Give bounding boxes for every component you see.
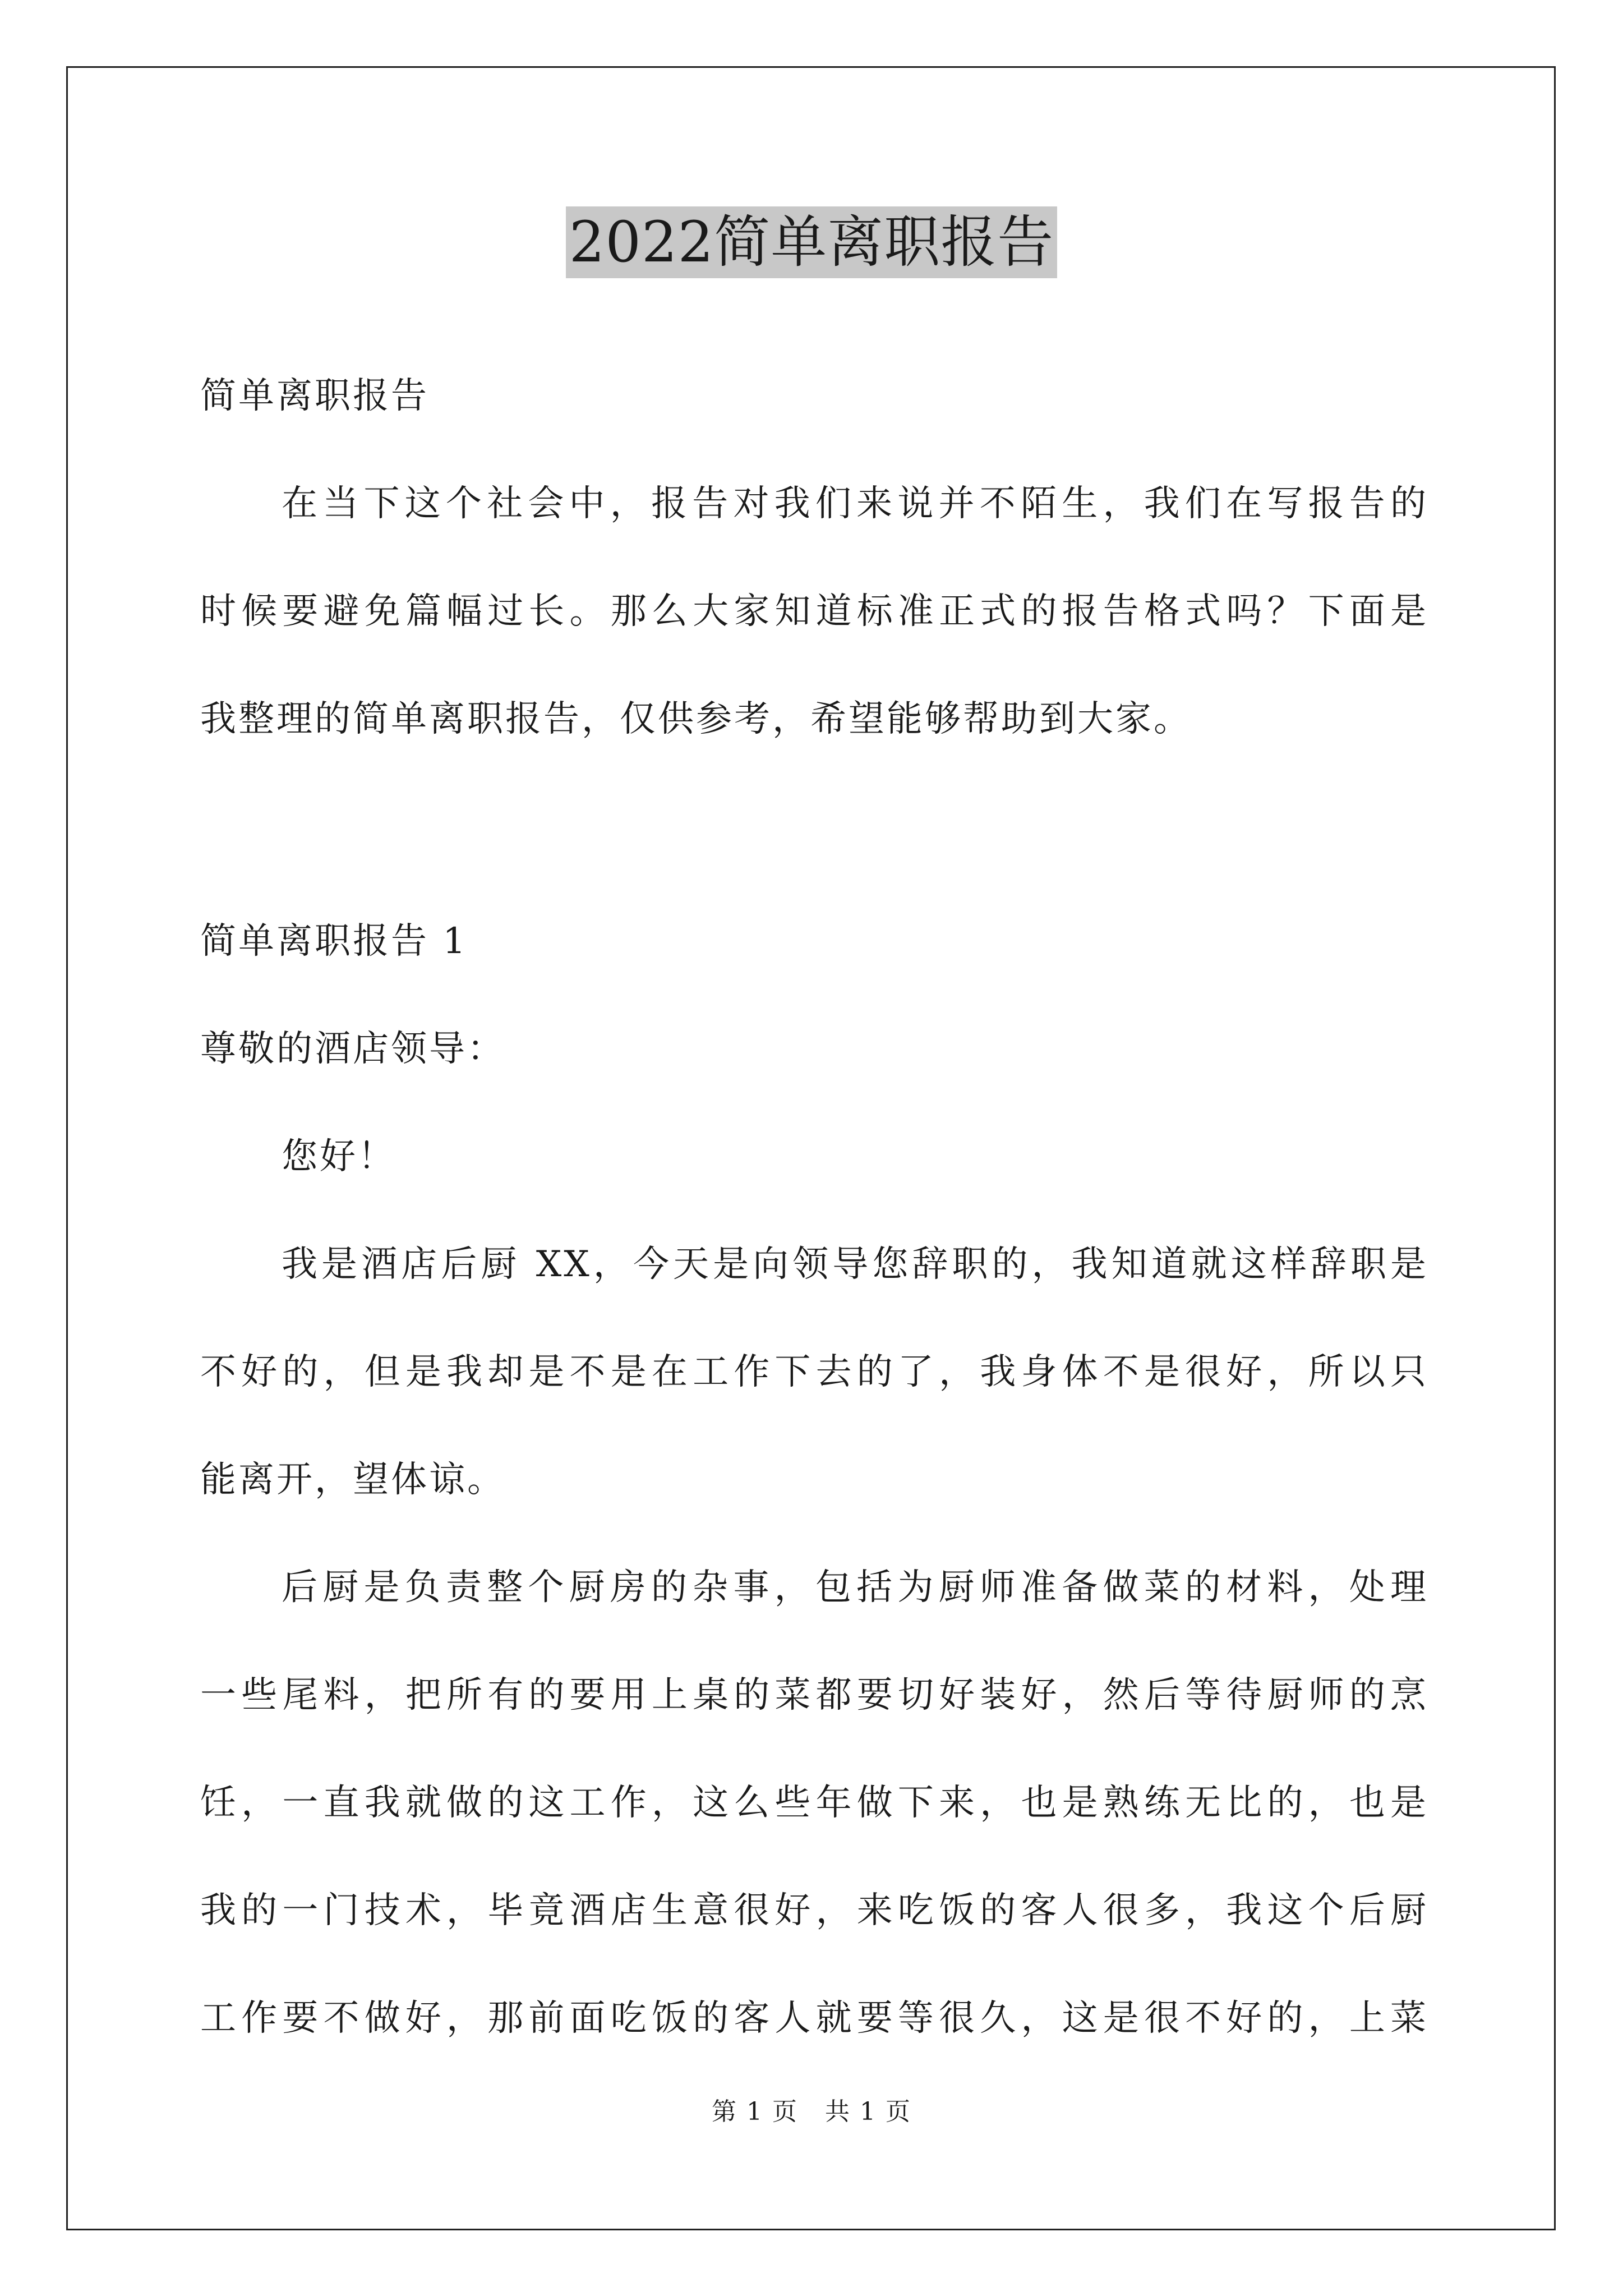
paragraph2-line-4: 我的一门技术，毕竟酒店生意很好，来吃饭的客人很多，我这个后厨 <box>200 1890 1428 1931</box>
document-title: 2022简单离职报告 <box>566 206 1058 278</box>
paragraph1-line-2: 不好的，但是我却是不是在工作下去的了，我身体不是很好，所以只 <box>200 1351 1428 1393</box>
subtitle: 简单离职报告 <box>200 375 429 417</box>
title-area <box>0 206 1623 278</box>
paragraph2-line-1: 后厨是负责整个厨房的杂事，包括为厨师准备做菜的材料，处理 <box>282 1567 1428 1608</box>
intro-line-1: 在当下这个社会中，报告对我们来说并不陌生，我们在写报告的 <box>282 483 1428 524</box>
paragraph2-line-5: 工作要不做好，那前面吃饭的客人就要等很久，这是很不好的，上菜 <box>200 1998 1428 2039</box>
page-number: 第 1 页 <box>712 2097 798 2126</box>
paragraph1-line-3: 能离开，望体谅。 <box>200 1459 505 1501</box>
page-total: 共 1 页 <box>825 2097 911 2126</box>
paragraph1-line-1: 我是酒店后厨 XX，今天是向领导您辞职的，我知道就这样辞职是 <box>282 1244 1428 1285</box>
salutation: 尊敬的酒店领导： <box>200 1028 505 1070</box>
intro-line-2: 时候要避免篇幅过长。那么大家知道标准正式的报告格式吗？下面是 <box>200 591 1428 632</box>
paragraph2-line-2: 一些尾料，把所有的要用上桌的菜都要切好装好，然后等待厨师的烹 <box>200 1674 1428 1716</box>
intro-line-3: 我整理的简单离职报告，仅供参考，希望能够帮助到大家。 <box>200 698 1192 740</box>
document-body <box>200 342 1428 2072</box>
section-heading: 简单离职报告 1 <box>200 921 468 962</box>
paragraph2-line-3: 饪，一直我就做的这工作，这么些年做下来，也是熟练无比的，也是 <box>200 1782 1428 1824</box>
spacer <box>200 773 1428 887</box>
greeting: 您好！ <box>282 1136 396 1177</box>
page-footer <box>0 2095 1623 2129</box>
